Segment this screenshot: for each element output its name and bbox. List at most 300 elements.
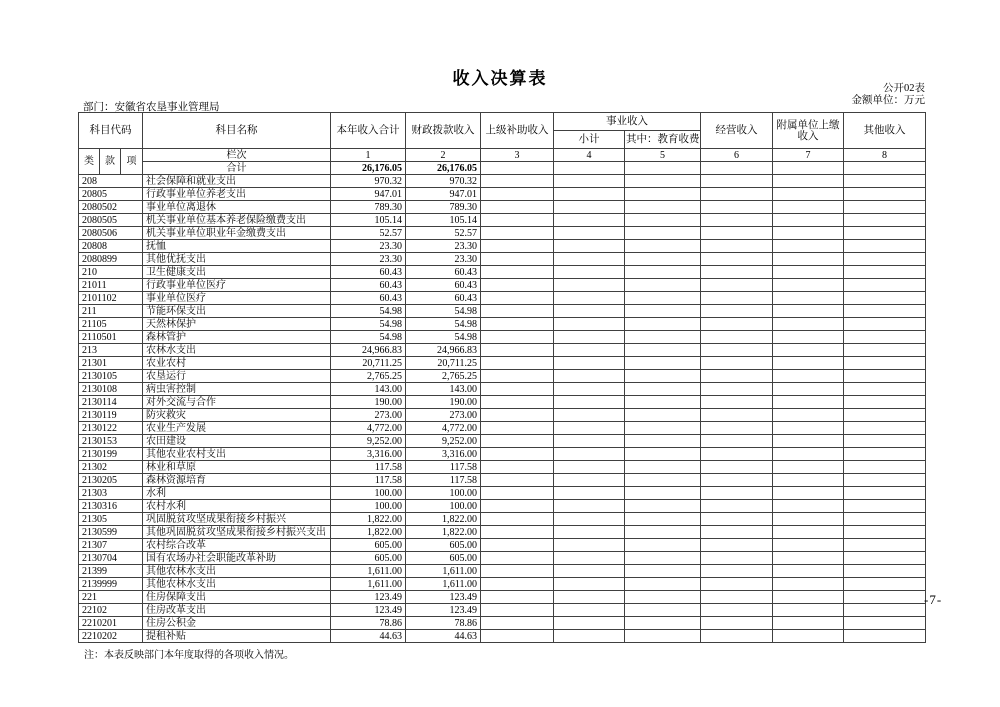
total-value-7 [773,162,844,175]
column-number-2: 2 [406,149,481,162]
value-cell-col4 [554,188,625,201]
subject-name-cell: 其他优抚支出 [143,253,331,266]
value-cell-col1: 117.58 [331,474,406,487]
value-cell-col4 [554,175,625,188]
value-cell-col3 [481,487,554,500]
value-cell-col7 [773,370,844,383]
value-cell-col6 [701,279,773,292]
value-cell-col3 [481,188,554,201]
column-number-8: 8 [844,149,926,162]
value-cell-col3 [481,539,554,552]
value-cell-col2: 273.00 [406,409,481,422]
subject-name-cell: 抚恤 [143,240,331,253]
value-cell-col4 [554,513,625,526]
value-cell-col1: 123.49 [331,591,406,604]
subject-code-cell: 2130205 [79,474,143,487]
value-cell-col6 [701,396,773,409]
code-class-cell: 类 [79,149,100,175]
subject-name-cell: 卫生健康支出 [143,266,331,279]
value-cell-col7 [773,331,844,344]
value-cell-col3 [481,448,554,461]
value-cell-col2: 44.63 [406,630,481,643]
col-business-income-group: 事业收入 [554,113,701,131]
value-cell-col1: 4,772.00 [331,422,406,435]
value-cell-col3 [481,617,554,630]
value-cell-col2: 2,765.25 [406,370,481,383]
value-cell-col4 [554,344,625,357]
value-cell-col6 [701,409,773,422]
subject-name-cell: 病虫害控制 [143,383,331,396]
table-row [79,357,926,370]
value-cell-col8 [844,578,926,591]
value-cell-col3 [481,201,554,214]
value-cell-col1: 100.00 [331,487,406,500]
table-row [79,591,926,604]
value-cell-col6 [701,188,773,201]
value-cell-col3 [481,344,554,357]
subject-code-cell: 21011 [79,279,143,292]
value-cell-col5 [625,279,701,292]
subject-code-cell: 2130199 [79,448,143,461]
table-row [79,175,926,188]
subject-code-cell: 2130119 [79,409,143,422]
lanci-row [79,149,926,162]
table-row [79,253,926,266]
value-cell-col1: 23.30 [331,240,406,253]
value-cell-col4 [554,422,625,435]
value-cell-col3 [481,240,554,253]
value-cell-col8 [844,552,926,565]
value-cell-col4 [554,240,625,253]
total-value-8 [844,162,926,175]
value-cell-col8 [844,227,926,240]
value-cell-col1: 105.14 [331,214,406,227]
value-cell-col4 [554,617,625,630]
value-cell-col3 [481,357,554,370]
value-cell-col3 [481,370,554,383]
table-row [79,318,926,331]
subject-name-cell: 对外交流与合作 [143,396,331,409]
value-cell-col1: 605.00 [331,539,406,552]
subject-code-cell: 2210201 [79,617,143,630]
table-row [79,383,926,396]
value-cell-col3 [481,266,554,279]
total-row [79,162,926,175]
value-cell-col4 [554,526,625,539]
subject-name-cell: 住房保障支出 [143,591,331,604]
value-cell-col3 [481,591,554,604]
col-affiliated-remit: 附属单位上缴收入 [773,113,844,149]
value-cell-col4 [554,500,625,513]
col-education-fee: 其中：教育收费 [625,131,701,149]
value-cell-col6 [701,357,773,370]
subject-name-cell: 机关事业单位职业年金缴费支出 [143,227,331,240]
value-cell-col8 [844,500,926,513]
value-cell-col4 [554,396,625,409]
value-cell-col6 [701,487,773,500]
value-cell-col6 [701,344,773,357]
value-cell-col4 [554,435,625,448]
table-row [79,565,926,578]
value-cell-col4 [554,201,625,214]
value-cell-col6 [701,227,773,240]
value-cell-col1: 54.98 [331,331,406,344]
value-cell-col5 [625,448,701,461]
value-cell-col7 [773,409,844,422]
col-fiscal-appropriation: 财政拨款收入 [406,113,481,149]
value-cell-col5 [625,526,701,539]
table-row [79,461,926,474]
subject-code-cell: 2080505 [79,214,143,227]
value-cell-col5 [625,305,701,318]
value-cell-col8 [844,370,926,383]
value-cell-col3 [481,214,554,227]
table-row [79,214,926,227]
subject-code-cell: 22102 [79,604,143,617]
value-cell-col1: 970.32 [331,175,406,188]
value-cell-col8 [844,305,926,318]
col-other-income: 其他收入 [844,113,926,149]
table-row [79,396,926,409]
value-cell-col3 [481,175,554,188]
column-number-6: 6 [701,149,773,162]
value-cell-col5 [625,591,701,604]
value-cell-col4 [554,565,625,578]
subject-code-cell: 20805 [79,188,143,201]
total-value-5 [625,162,701,175]
value-cell-col7 [773,201,844,214]
value-cell-col8 [844,266,926,279]
value-cell-col4 [554,630,625,643]
table-row [79,422,926,435]
subject-name-cell: 防灾救灾 [143,409,331,422]
value-cell-col2: 24,966.83 [406,344,481,357]
table-row [79,526,926,539]
value-cell-col8 [844,214,926,227]
subject-name-cell: 事业单位医疗 [143,292,331,305]
value-cell-col6 [701,461,773,474]
value-cell-col2: 1,822.00 [406,513,481,526]
table-row [79,331,926,344]
table-row [79,344,926,357]
value-cell-col5 [625,240,701,253]
value-cell-col4 [554,474,625,487]
table-row [79,240,926,253]
value-cell-col4 [554,279,625,292]
value-cell-col2: 54.98 [406,318,481,331]
subject-code-cell: 2110501 [79,331,143,344]
subject-name-cell: 其他农业农村支出 [143,448,331,461]
value-cell-col6 [701,578,773,591]
value-cell-col5 [625,227,701,240]
table-row [79,539,926,552]
value-cell-col4 [554,318,625,331]
value-cell-col3 [481,383,554,396]
value-cell-col7 [773,513,844,526]
value-cell-col6 [701,253,773,266]
value-cell-col1: 1,822.00 [331,526,406,539]
unit-label: 金额单位：万元 [851,95,925,106]
value-cell-col1: 60.43 [331,266,406,279]
value-cell-col6 [701,500,773,513]
value-cell-col4 [554,253,625,266]
value-cell-col8 [844,253,926,266]
value-cell-col3 [481,513,554,526]
value-cell-col5 [625,487,701,500]
table-row [79,201,926,214]
value-cell-col5 [625,292,701,305]
value-cell-col5 [625,435,701,448]
value-cell-col4 [554,292,625,305]
subject-name-cell: 机关事业单位基本养老保险缴费支出 [143,214,331,227]
value-cell-col6 [701,201,773,214]
value-cell-col8 [844,331,926,344]
value-cell-col4 [554,604,625,617]
value-cell-col2: 117.58 [406,474,481,487]
value-cell-col7 [773,448,844,461]
subject-name-cell: 行政事业单位医疗 [143,279,331,292]
col-subject-name: 科目名称 [143,113,331,149]
value-cell-col6 [701,266,773,279]
subject-code-cell: 21307 [79,539,143,552]
value-cell-col7 [773,500,844,513]
value-cell-col2: 947.01 [406,188,481,201]
value-cell-col4 [554,487,625,500]
revenue-table [78,112,926,643]
subject-code-cell: 2130153 [79,435,143,448]
total-label-cell: 合计 [143,162,331,175]
value-cell-col5 [625,175,701,188]
subject-name-cell: 森林管护 [143,331,331,344]
value-cell-col3 [481,578,554,591]
value-cell-col8 [844,344,926,357]
value-cell-col1: 789.30 [331,201,406,214]
value-cell-col3 [481,500,554,513]
table-row [79,370,926,383]
table-row [79,604,926,617]
value-cell-col1: 3,316.00 [331,448,406,461]
value-cell-col6 [701,448,773,461]
value-cell-col3 [481,279,554,292]
subject-name-cell: 农林水支出 [143,344,331,357]
value-cell-col7 [773,396,844,409]
value-cell-col2: 970.32 [406,175,481,188]
value-cell-col7 [773,474,844,487]
value-cell-col8 [844,487,926,500]
value-cell-col2: 1,611.00 [406,578,481,591]
subject-name-cell: 提租补贴 [143,630,331,643]
value-cell-col6 [701,240,773,253]
value-cell-col2: 789.30 [406,201,481,214]
value-cell-col5 [625,513,701,526]
value-cell-col2: 52.57 [406,227,481,240]
value-cell-col2: 605.00 [406,539,481,552]
column-number-7: 7 [773,149,844,162]
subject-code-cell: 2130105 [79,370,143,383]
value-cell-col1: 52.57 [331,227,406,240]
value-cell-col5 [625,214,701,227]
value-cell-col8 [844,474,926,487]
subject-name-cell: 农业生产发展 [143,422,331,435]
value-cell-col2: 9,252.00 [406,435,481,448]
value-cell-col7 [773,565,844,578]
value-cell-col2: 117.58 [406,461,481,474]
value-cell-col5 [625,474,701,487]
value-cell-col5 [625,539,701,552]
value-cell-col2: 60.43 [406,266,481,279]
value-cell-col8 [844,175,926,188]
subject-code-cell: 2080506 [79,227,143,240]
table-row [79,630,926,643]
value-cell-col2: 1,611.00 [406,565,481,578]
value-cell-col4 [554,370,625,383]
total-value-4 [554,162,625,175]
value-cell-col5 [625,604,701,617]
value-cell-col1: 605.00 [331,552,406,565]
table-row [79,513,926,526]
value-cell-col5 [625,461,701,474]
value-cell-col7 [773,292,844,305]
value-cell-col8 [844,617,926,630]
subject-name-cell: 住房公积金 [143,617,331,630]
meta-block [852,83,926,107]
value-cell-col6 [701,370,773,383]
value-cell-col6 [701,175,773,188]
value-cell-col3 [481,435,554,448]
value-cell-col6 [701,331,773,344]
subject-code-cell: 21302 [79,461,143,474]
value-cell-col8 [844,448,926,461]
subject-code-cell: 211 [79,305,143,318]
value-cell-col1: 123.49 [331,604,406,617]
value-cell-col7 [773,253,844,266]
value-cell-col1: 1,611.00 [331,565,406,578]
table-row [79,292,926,305]
value-cell-col5 [625,344,701,357]
value-cell-col8 [844,396,926,409]
value-cell-col3 [481,604,554,617]
value-cell-col1: 78.86 [331,617,406,630]
value-cell-col7 [773,227,844,240]
value-cell-col3 [481,422,554,435]
page-number: -7- [924,592,943,607]
value-cell-col3 [481,318,554,331]
value-cell-col5 [625,318,701,331]
value-cell-col1: 273.00 [331,409,406,422]
value-cell-col7 [773,266,844,279]
subject-code-cell: 2101102 [79,292,143,305]
value-cell-col5 [625,266,701,279]
value-cell-col7 [773,461,844,474]
value-cell-col8 [844,240,926,253]
value-cell-col7 [773,188,844,201]
value-cell-col1: 24,966.83 [331,344,406,357]
value-cell-col2: 23.30 [406,240,481,253]
value-cell-col4 [554,331,625,344]
page-title: 收入决算表 [452,69,548,88]
column-number-1: 1 [331,149,406,162]
subject-code-cell: 20808 [79,240,143,253]
value-cell-col4 [554,461,625,474]
footnote: 注：本表反映部门本年度取得的各项收入情况。 [84,650,294,661]
table-row [79,227,926,240]
value-cell-col2: 1,822.00 [406,526,481,539]
value-cell-col5 [625,357,701,370]
value-cell-col7 [773,526,844,539]
subject-name-cell: 农村综合改革 [143,539,331,552]
table-row [79,188,926,201]
value-cell-col4 [554,552,625,565]
value-cell-col6 [701,552,773,565]
value-cell-col6 [701,526,773,539]
value-cell-col8 [844,565,926,578]
value-cell-col7 [773,539,844,552]
table-row [79,487,926,500]
value-cell-col8 [844,604,926,617]
value-cell-col2: 78.86 [406,617,481,630]
value-cell-col3 [481,292,554,305]
col-subject-code: 科目代码 [79,113,143,149]
value-cell-col7 [773,383,844,396]
table-code-label: 公开02表 [883,83,925,94]
value-cell-col5 [625,253,701,266]
value-cell-col5 [625,552,701,565]
value-cell-col5 [625,617,701,630]
value-cell-col7 [773,357,844,370]
value-cell-col3 [481,331,554,344]
value-cell-col8 [844,409,926,422]
col-operating-income: 经营收入 [701,113,773,149]
col-year-total: 本年收入合计 [331,113,406,149]
total-value-6 [701,162,773,175]
value-cell-col4 [554,383,625,396]
table-row [79,578,926,591]
value-cell-col2: 54.98 [406,305,481,318]
value-cell-col7 [773,578,844,591]
value-cell-col8 [844,318,926,331]
value-cell-col2: 4,772.00 [406,422,481,435]
value-cell-col1: 190.00 [331,396,406,409]
subject-name-cell: 农业农村 [143,357,331,370]
value-cell-col7 [773,604,844,617]
subject-code-cell: 2139999 [79,578,143,591]
value-cell-col1: 54.98 [331,305,406,318]
subject-code-cell: 21105 [79,318,143,331]
value-cell-col6 [701,422,773,435]
value-cell-col7 [773,279,844,292]
subject-code-cell: 21303 [79,487,143,500]
subject-code-cell: 2130316 [79,500,143,513]
value-cell-col6 [701,539,773,552]
col-business-subtotal: 小计 [554,131,625,149]
header-row-1 [79,113,926,131]
subject-name-cell: 住房改革支出 [143,604,331,617]
value-cell-col7 [773,422,844,435]
value-cell-col2: 60.43 [406,292,481,305]
value-cell-col1: 117.58 [331,461,406,474]
lanci-label-cell: 栏次 [143,149,331,162]
value-cell-col4 [554,266,625,279]
value-cell-col3 [481,227,554,240]
value-cell-col2: 100.00 [406,500,481,513]
table-row [79,279,926,292]
value-cell-col6 [701,591,773,604]
value-cell-col1: 23.30 [331,253,406,266]
value-cell-col7 [773,344,844,357]
value-cell-col3 [481,461,554,474]
value-cell-col8 [844,188,926,201]
value-cell-col4 [554,409,625,422]
